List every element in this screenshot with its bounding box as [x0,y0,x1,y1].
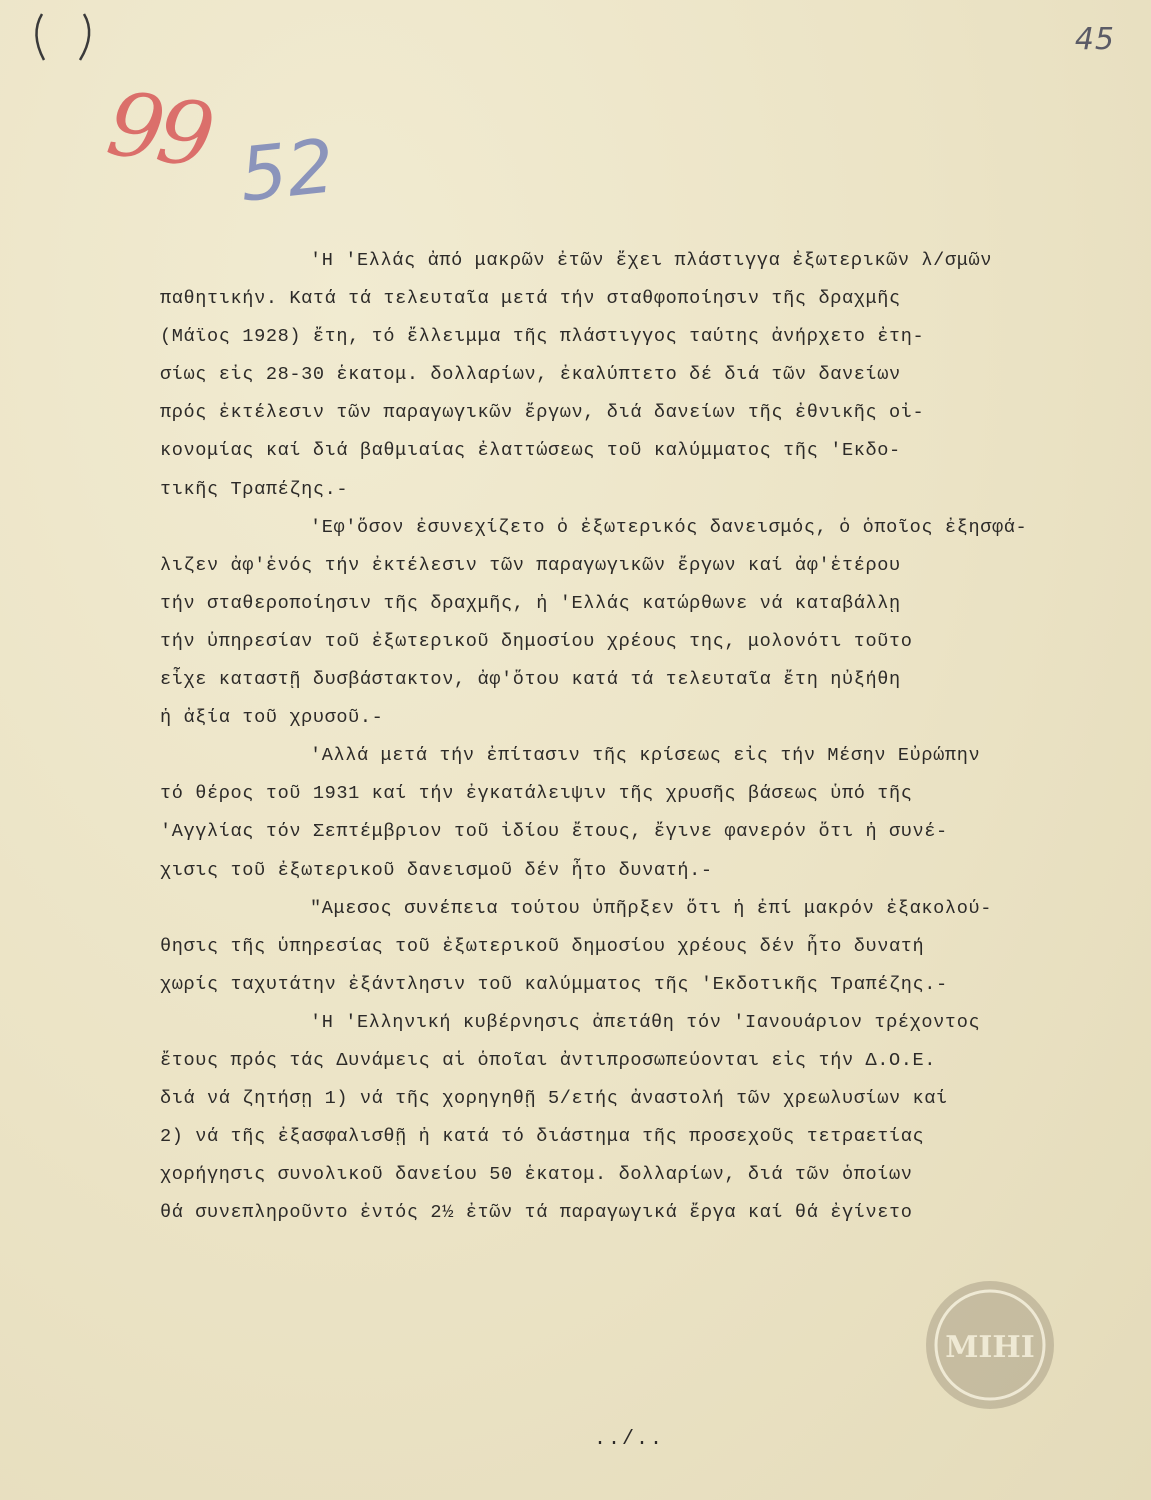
text-line: (Μάϊος 1928) ἔτη, τό ἔλλειμμα τῆς πλάστιγγος ταύτης ἀνήρχετο ἐτη- [160,326,925,348]
text-line: 'Εφ'ὅσον ἐσυνεχίζετο ὁ ἐξωτερικός δανεισμός, ὁ ὁποῖος ἐξησφά- [310,516,1028,538]
text-line: 'Η 'Ελλάς ἀπό μακρῶν ἐτῶν ἔχει πλάστιγγα ἐξωτερικῶν λ/σμῶν [310,250,992,271]
text-line: διά νά ζητήσῃ 1) νά τῆς χορηγηθῇ 5/ετής ἀναστολή τῶν χρεωλυσίων καί [160,1088,948,1110]
text-line: 'Η 'Ελληνική κυβέρνησις ἀπετάθη τόν 'Ιανουάριον τρέχοντος [310,1011,981,1033]
typed-body-text [160,242,1120,1232]
text-line: θά συνεπληροῦντο ἐντός 2½ ἐτῶν τά παραγωγικά ἔργα καί θά ἐγίνετο [160,1202,913,1224]
blue-pencil-number: 52 [235,123,339,219]
text-line: χισις τοῦ ἐξωτερικοῦ δανεισμοῦ δέν ἦτο δυνατή.- [160,859,713,881]
text-line: ἡ ἀξία τοῦ χρυσοῦ.- [160,707,384,729]
text-line: χωρίς ταχυτάτην ἐξάντλησιν τοῦ καλύμματος τῆς 'Εκδοτικῆς Τραπέζης.- [160,973,948,995]
red-pencil-number: 99 [101,71,215,188]
text-line: χορήγησις συνολικοῦ δανείου 50 ἑκατομ. δολλαρίων, διά τῶν ὁποίων [160,1164,913,1186]
text-line: τό θέρος τοῦ 1931 καί τήν ἐγκατάλειψιν τῆς χρυσῆς βάσεως ὑπό τῆς [160,783,913,805]
pencil-parenthesis-mark [28,8,98,68]
continuation-mark: ../.. [594,1428,665,1451]
text-line: 'Αγγλίας τόν Σεπτέμβριον τοῦ ἰδίου ἔτους, ἔγινε φανερόν ὅτι ἡ συνέ- [160,821,948,843]
text-line: τικῆς Τραπέζης.- [160,478,349,500]
text-line: 2) νά τῆς ἐξασφαλισθῇ ἡ κατά τό διάστημα τῆς προσεχοῦς τετραετίας [160,1126,925,1148]
text-line: λιζεν ἀφ'ἑνός τήν ἐκτέλεσιν τῶν παραγωγικῶν ἔργων καί ἀφ'ἑτέρου [160,554,901,576]
text-line: ἔτους πρός τάς Δυνάμεις αἱ ὁποῖαι ἀντιπροσωπεύονται εἰς τήν Δ.Ο.Ε. [160,1049,937,1071]
text-line: κονομίας καί διά βαθμιαίας ἐλαττώσεως τοῦ καλύμματος τῆς 'Εκδο- [160,440,901,462]
archive-stamp-logo [920,1275,1060,1415]
text-line: θησις τῆς ὑπηρεσίας τοῦ ἐξωτερικοῦ δημοσίου χρέους δέν ἦτο δυνατή [160,935,925,957]
text-line: τήν ὑπηρεσίαν τοῦ ἐξωτερικοῦ δημοσίου χρέους της, μολονότι τοῦτο [160,630,913,652]
text-line: τήν σταθεροποίησιν τῆς δραχμῆς, ἡ 'Ελλάς κατώρθωνε νά καταβάλλῃ [160,592,901,614]
text-line: 'Αλλά μετά τήν ἐπίτασιν τῆς κρίσεως εἰς τήν Μέσην Εὐρώπην [310,745,981,767]
text-line: παθητικήν. Κατά τά τελευταῖα μετά τήν σταθφοποίησιν τῆς δραχμῆς [160,288,901,310]
text-line: "Αμεσος συνέπεια τούτου ὑπῆρξεν ὅτι ἡ ἐπί μακρόν ἐξακολού- [310,897,992,919]
page-number: 45 [1074,22,1115,57]
stamp-text: ΜΙΗΙ [945,1330,1035,1365]
text-line: πρός ἐκτέλεσιν τῶν παραγωγικῶν ἔργων, διά δανείων τῆς ἐθνικῆς οἰ- [160,402,925,424]
text-line: εἶχε καταστῇ δυσβάστακτον, ἀφ'ὅτου κατά τά τελευταῖα ἔτη ηὐξήθη [160,669,901,691]
text-line: σίως εἰς 28-30 ἑκατομ. δολλαρίων, ἐκαλύπτετο δέ διά τῶν δανείων [160,364,901,386]
